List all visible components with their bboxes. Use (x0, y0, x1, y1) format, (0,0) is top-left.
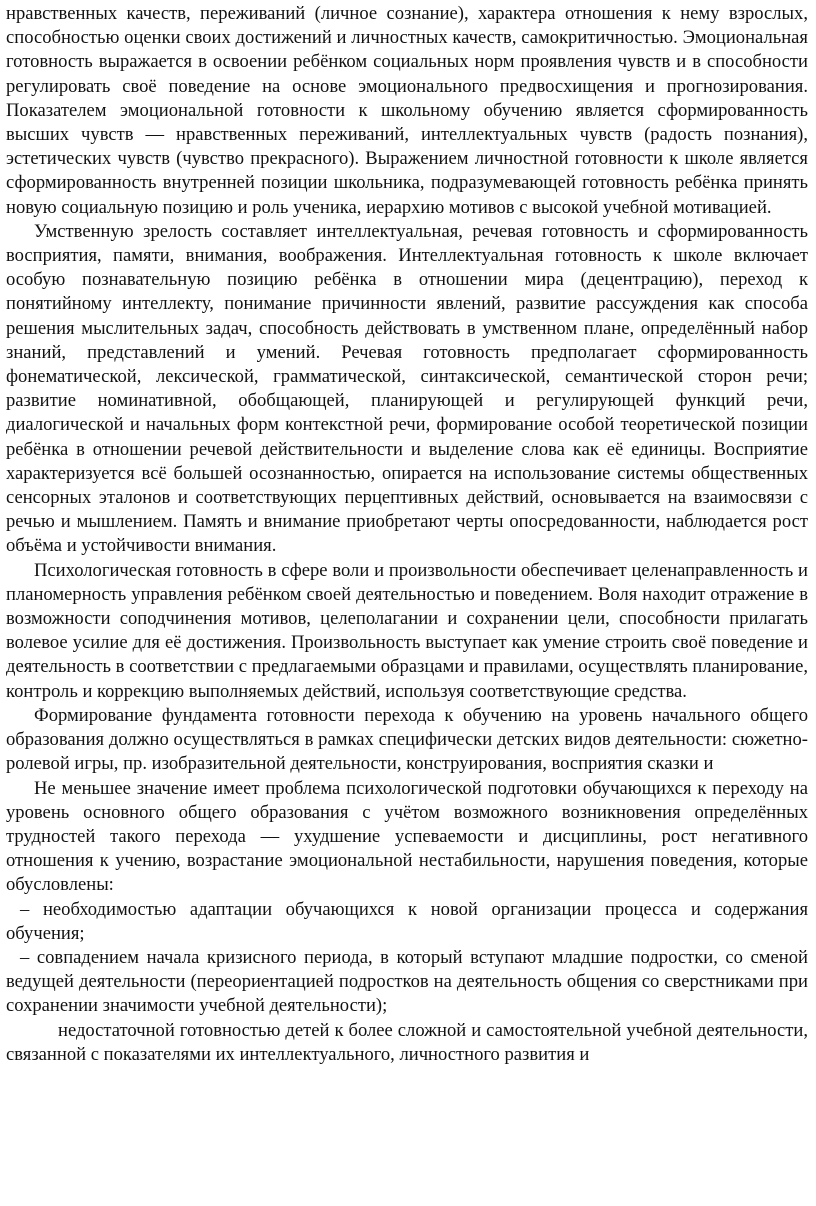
paragraph-mental-maturity: Умственную зрелость составляет интеллектуальная, речевая готовность и сформированность восприятия, памяти, внимания, воображения. Интеллектуальная готовность к школе включает особую познавательную позицию ребёнка в отношении мира (децентрацию), переход к понятийному интеллекту, понимание причинности явлений, развитие рассуждения как способа решения мыслительных задач, способность действовать в умственном плане, определённый набор знаний, представлений и умений. Речевая готовность предполагает сформированность фонематической, лексической, грамматической, синтаксической, семантической сторон речи; развитие номинативной, обобщающей, планирующей и регулирующей функций речи, диалогической и начальных форм контекстной речи, формирование особой теоретической позиции ребёнка в отношении речевой действительности и выделение слова как её единицы. Восприятие характеризуется всё большей осознанностью, опирается на использование системы общественных сенсорных эталонов и соответствующих перцептивных действий, основывается на взаимосвязи с речью и мышлением. Память и внимание приобретают черты опосредованности, наблюдается рост объёма и устойчивости внимания. (6, 220, 808, 557)
list-item-crisis-period: – совпадением начала кризисного периода, в который вступают младшие подростки, со сменой ведущей деятельности (переориентацией подростков на деятельность общения со сверстниками при сохранении значимости учебной деятельности); (6, 946, 808, 1017)
list-item-adaptation: – необходимостью адаптации обучающихся к новой организации процесса и содержания обучения; (6, 898, 808, 944)
list-item-insufficient-readiness: недостаточной готовностью детей к более сложной и самостоятельной учебной деятельности, связанной с показателями их интеллектуального, личностного развития и (6, 1019, 808, 1065)
paragraph-will-readiness: Психологическая готовность в сфере воли и произвольности обеспечивает целенаправленность и планомерность управления ребёнком своей деятельностью и поведением. Воля находит отражение в возможности соподчинения мотивов, целеполагании и сохранении цели, способности прилагать волевое усилие для её достижения. Произвольность выступает как умение строить своё поведение и деятельность в соответствии с предлагаемыми образцами и правилами, осуществлять планирование, контроль и коррекцию выполняемых действий, используя соответствующие средства. (6, 559, 808, 702)
paragraph-foundation-forming: Формирование фундамента готовности перехода к обучению на уровень начального общего образования должно осуществляться в рамках специфически детских видов деятельности: сюжетно-ролевой игры, пр. изобразительной деятельности, конструирования, восприятия сказки и (6, 704, 808, 775)
paragraph-emotional-readiness: нравственных качеств, переживаний (личное сознание), характера отношения к нему взрослых, способностью оценки своих достижений и личностных качеств, самокритичностью. Эмоциональная готовность выражается в освоении ребёнком социальных норм проявления чувств и в способности регулировать своё поведение на основе эмоционального предвосхищения и прогнозирования. Показателем эмоциональной готовности к школьному обучению является сформированность высших чувств — нравственных переживаний, интеллектуальных чувств (радость познания), эстетических чувств (чувство прекрасного). Выражением личностной готовности к школе является сформированность внутренней позиции школьника, подразумевающей готовность ребёнка принять новую социальную позицию и роль ученика, иерархию мотивов с высокой учебной мотивацией. (6, 3, 808, 218)
paragraph-transition-problem: Не меньшее значение имеет проблема психологической подготовки обучающихся к переходу на уровень основного общего образования с учётом возможного возникновения определённых трудностей такого перехода — ухудшение успеваемости и дисциплины, рост негативного отношения к учению, возрастание эмоциональной нестабильности, нарушения поведения, которые обусловлены: (6, 777, 808, 896)
